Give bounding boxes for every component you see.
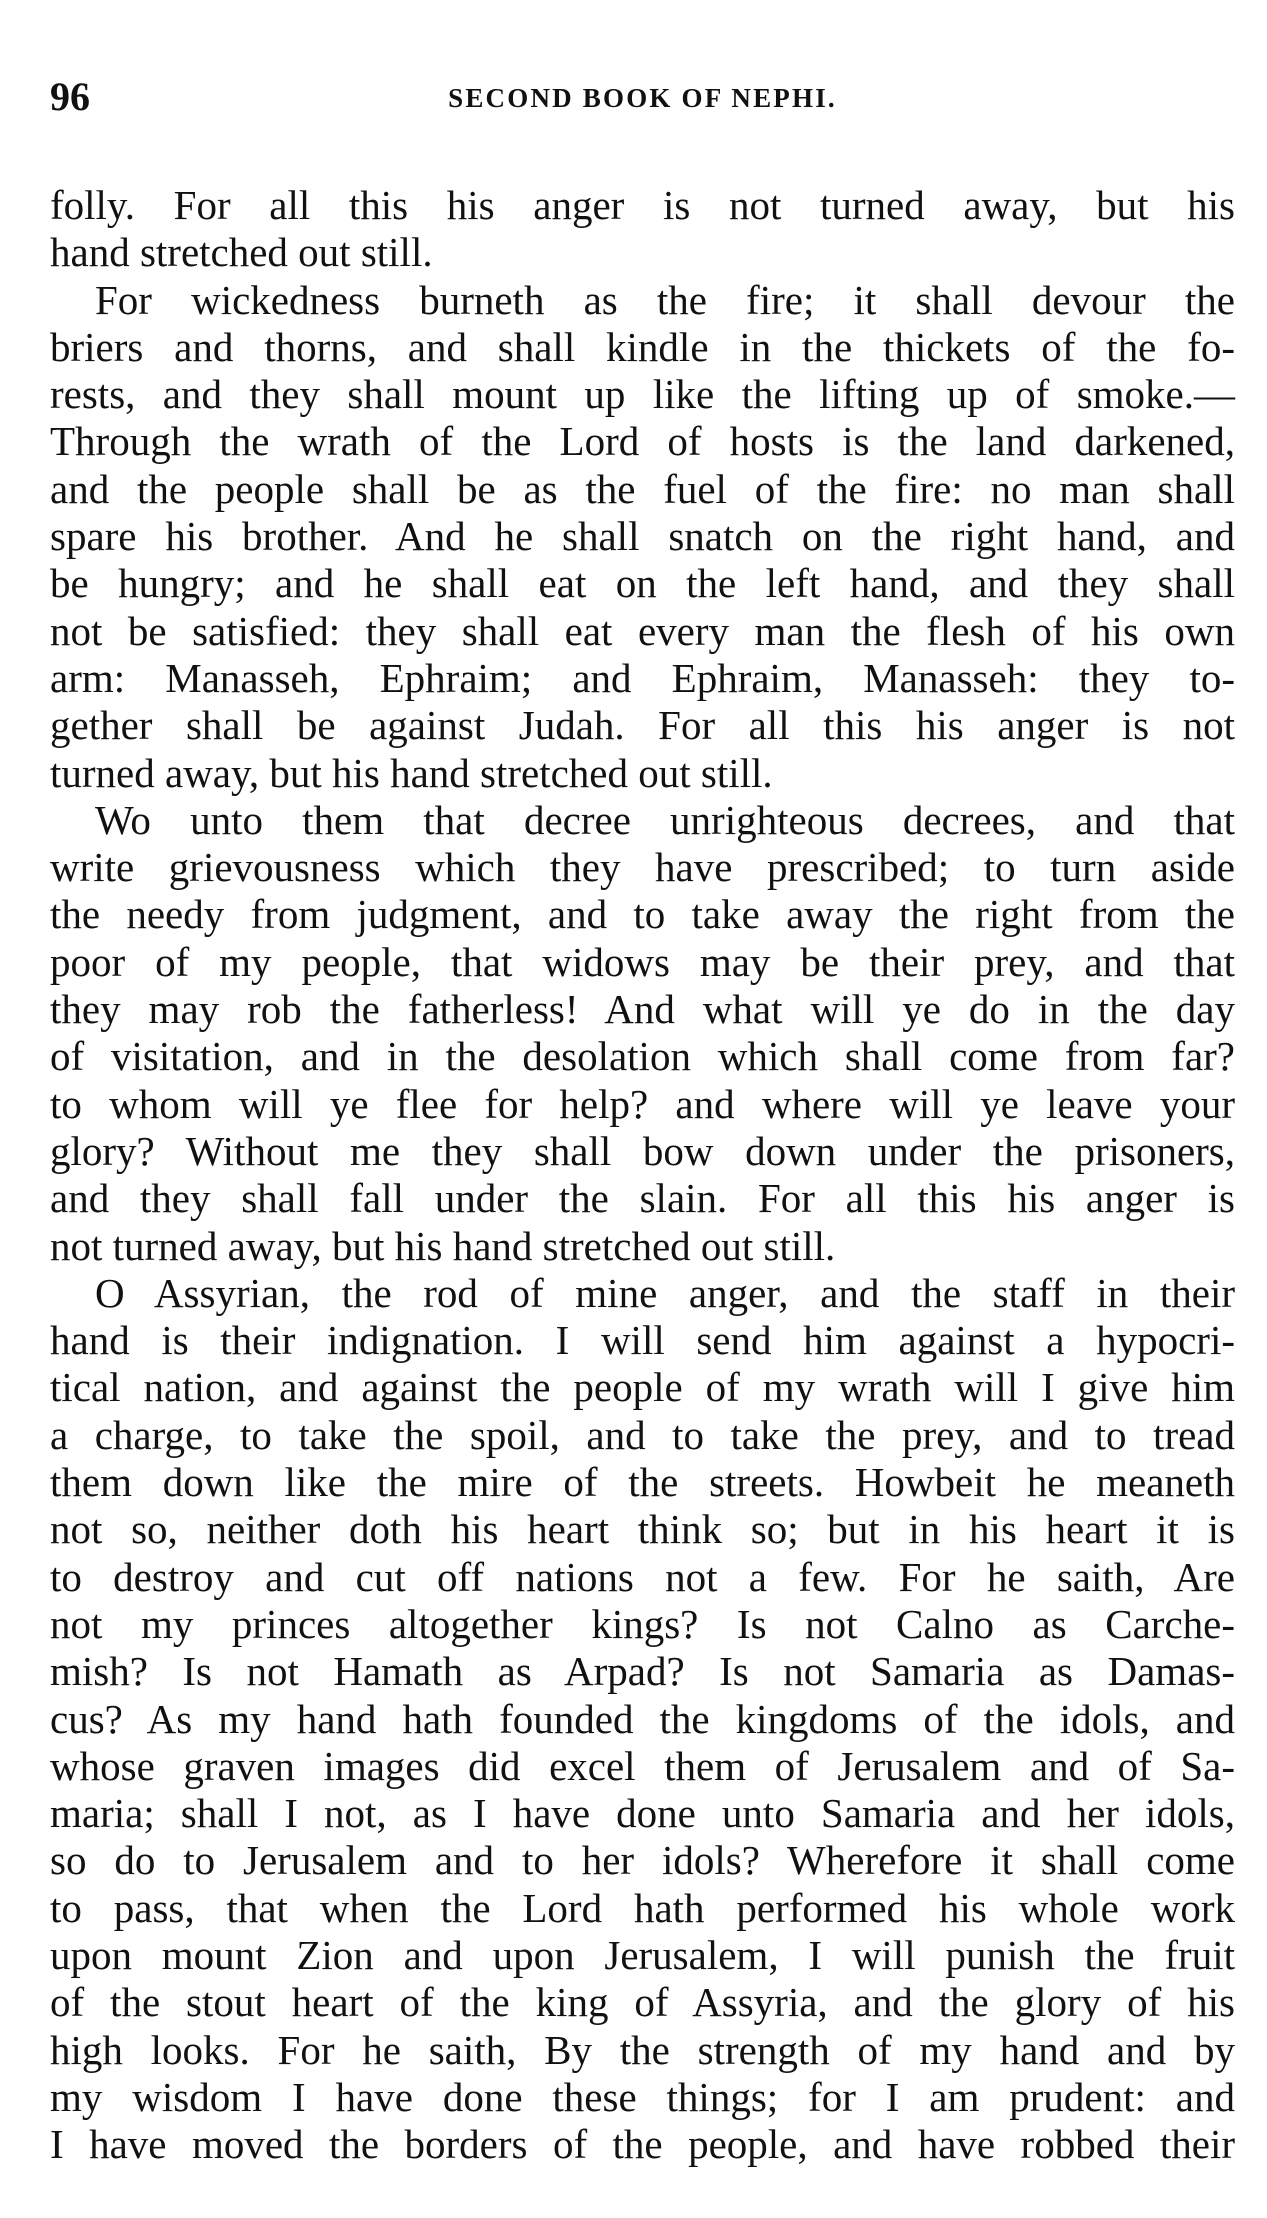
page-number: 96	[50, 74, 90, 119]
text-line: not so, neither doth his heart think so; but in his heart it is	[50, 1506, 1235, 1553]
body-text	[50, 182, 1235, 2168]
text-line: upon mount Zion and upon Jerusalem, I will punish the fruit	[50, 1931, 1235, 1978]
text-line: maria; shall I not, as I have done unto Samaria and her idols,	[50, 1790, 1235, 1837]
text-line: the needy from judgment, and to take away the right from the	[50, 891, 1235, 938]
text-line: gether shall be against Judah. For all this his anger is not	[50, 702, 1235, 749]
text-line: not turned away, but his hand stretched out still.	[50, 1222, 836, 1269]
text-line: they may rob the fatherless! And what will ye do in the day	[50, 986, 1235, 1033]
text-line: O Assyrian, the rod of mine anger, and the staff in their	[95, 1269, 1235, 1316]
text-line: hand is their indignation. I will send him against a hypocri-	[50, 1317, 1235, 1364]
paragraph	[50, 277, 1235, 797]
text-line: my wisdom I have done these things; for I am prudent: and	[50, 2073, 1235, 2120]
book-page	[50, 70, 1235, 2200]
page-header	[50, 70, 1235, 132]
text-line: and the people shall be as the fuel of the fire: no man shall	[50, 465, 1235, 512]
text-line: to destroy and cut off nations not a few. For he saith, Are	[50, 1553, 1235, 1600]
text-line: rests, and they shall mount up like the lifting up of smoke.—	[50, 371, 1235, 418]
text-line: turned away, but his hand stretched out still.	[50, 749, 773, 796]
text-line: be hungry; and he shall eat on the left hand, and they shall	[50, 560, 1235, 607]
paragraph	[50, 797, 1235, 1270]
text-line: briers and thorns, and shall kindle in the thickets of the fo-	[50, 323, 1235, 370]
text-line: tical nation, and against the people of my wrath will I give him	[50, 1364, 1235, 1411]
text-line: cus? As my hand hath founded the kingdoms of the idols, and	[50, 1695, 1235, 1742]
text-line: Wo unto them that decree unrighteous decrees, and that	[95, 796, 1235, 843]
text-line: a charge, to take the spoil, and to take the prey, and to tread	[50, 1411, 1235, 1458]
running-head: SECOND BOOK OF NEPHI.	[448, 83, 837, 113]
text-line: and they shall fall under the slain. For all this his anger is	[50, 1175, 1235, 1222]
text-line: so do to Jerusalem and to her idols? Wherefore it shall come	[50, 1837, 1235, 1884]
paragraph	[50, 1270, 1235, 2169]
text-line: For wickedness burneth as the fire; it shall devour the	[95, 276, 1235, 323]
text-line: folly. For all this his anger is not turned away, but his	[50, 182, 1235, 228]
text-line: high looks. For he saith, By the strength of my hand and by	[50, 2026, 1235, 2073]
text-line: not be satisfied: they shall eat every man the flesh of his own	[50, 607, 1235, 654]
text-line: mish? Is not Hamath as Arpad? Is not Samaria as Damas-	[50, 1648, 1235, 1695]
text-line: write grievousness which they have prescribed; to turn aside	[50, 844, 1235, 891]
text-line: Through the wrath of the Lord of hosts is the land darkened,	[50, 418, 1235, 465]
text-line: whose graven images did excel them of Jerusalem and of Sa-	[50, 1742, 1235, 1789]
text-line: of the stout heart of the king of Assyria, and the glory of his	[50, 1979, 1235, 2026]
text-line: glory? Without me they shall bow down under the prisoners,	[50, 1127, 1235, 1174]
text-line: not my princes altogether kings? Is not Calno as Carche-	[50, 1600, 1235, 1647]
text-line: arm: Manasseh, Ephraim; and Ephraim, Manasseh: they to-	[50, 654, 1235, 701]
text-line: spare his brother. And he shall snatch on the right hand, and	[50, 513, 1235, 560]
text-line: to whom will ye flee for help? and where will ye leave your	[50, 1080, 1235, 1127]
paragraph	[50, 182, 1235, 277]
text-line: to pass, that when the Lord hath performed his whole work	[50, 1884, 1235, 1931]
text-line: poor of my people, that widows may be their prey, and that	[50, 938, 1235, 985]
text-line: them down like the mire of the streets. Howbeit he meaneth	[50, 1459, 1235, 1506]
text-line: hand stretched out still.	[50, 229, 433, 276]
text-line: I have moved the borders of the people, and have robbed their	[50, 2121, 1235, 2168]
text-line: of visitation, and in the desolation which shall come from far?	[50, 1033, 1235, 1080]
